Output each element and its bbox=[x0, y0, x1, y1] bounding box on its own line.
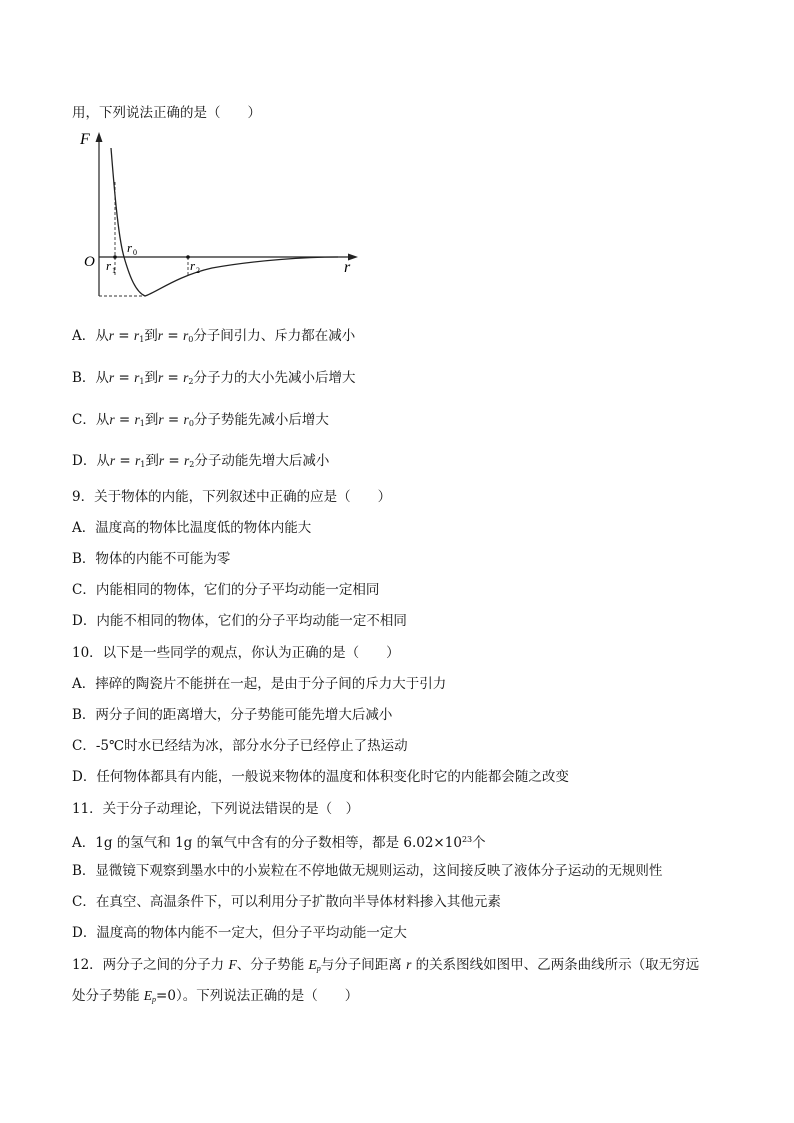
f-axis-arrow bbox=[96, 132, 103, 142]
axis-label-r: r bbox=[344, 259, 351, 276]
r2-label: r bbox=[190, 258, 196, 273]
r1-point bbox=[113, 255, 117, 259]
force-distance-figure bbox=[72, 126, 372, 316]
r1-label: r bbox=[106, 258, 112, 273]
force-curve bbox=[111, 148, 338, 296]
q9-option-a: A．温度高的物体比温度低的物体内能大 bbox=[72, 520, 312, 536]
r1-sub: 1 bbox=[112, 266, 116, 275]
q9-stem: 9．关于物体的内能，下列叙述中正确的应是（ ） bbox=[72, 489, 392, 505]
q11-option-c: C．在真空、高温条件下，可以利用分子扩散向半导体材料掺入其他元素 bbox=[72, 894, 501, 910]
q10-option-d: D．任何物体都具有内能，一般说来物体的温度和体积变化时它的内能都会随之改变 bbox=[72, 769, 569, 785]
q11-stem: 11．关于分子动理论，下列说法错误的是（ ） bbox=[72, 801, 360, 817]
q8-option-c: C．从$r = r_1$到$r = r_0$分子势能先减小后增大 bbox=[72, 412, 329, 428]
origin-label: O bbox=[84, 254, 95, 270]
q12-stem-line1: 12．两分子之间的分子力 F、分子势能 $E_p$与分子间距离 r 的关系图线如图甲、乙两条曲线所示（取无穷远 bbox=[72, 957, 700, 973]
r0-sub: 0 bbox=[133, 248, 137, 257]
q9-option-d: D．内能不相同的物体，它们的分子平均动能一定不相同 bbox=[72, 613, 407, 629]
q8-option-a: A．从$r = r_1$到$r = r_0$分子间引力、斥力都在减小 bbox=[72, 328, 356, 344]
q12-stem-line2: 处分子势能 $E_p=0$）。下列说法正确的是（ ） bbox=[72, 988, 359, 1004]
q11-option-a: A．1g 的氢气和 1g 的氧气中含有的分子数相等，都是 $6.02\times 10^{23}$个 bbox=[72, 835, 486, 851]
q10-option-c: C．-5℃时水已经结为冰，部分水分子已经停止了热运动 bbox=[72, 738, 408, 754]
q11-option-d: D．温度高的物体内能不一定大，但分子平均动能一定大 bbox=[72, 925, 407, 941]
q10-option-a: A．摔碎的陶瓷片不能拼在一起，是由于分子间的斥力大于引力 bbox=[72, 676, 447, 692]
r0-label: r bbox=[127, 240, 133, 255]
q9-option-b: B．物体的内能不可能为零 bbox=[72, 551, 231, 567]
force-curve-graph bbox=[72, 126, 372, 312]
q9-option-c: C．内能相同的物体，它们的分子平均动能一定相同 bbox=[72, 582, 380, 598]
q8-option-d: D．从$r = r_1$到$r = r_2$分子动能先增大后减小 bbox=[72, 453, 330, 469]
q10-stem: 10．以下是一些同学的观点，你认为正确的是（ ） bbox=[72, 645, 400, 661]
q8-option-b: B．从$r = r_1$到$r = r_2$分子力的大小先减小后增大 bbox=[72, 370, 356, 386]
r2-sub: 2 bbox=[196, 266, 200, 275]
q8-stem-tail: 用，下列说法正确的是（ ） bbox=[72, 105, 261, 121]
q11-option-b: B．显微镜下观察到墨水中的小炭粒在不停地做无规则运动，这间接反映了液体分子运动的无规则性 bbox=[72, 863, 663, 879]
axis-label-f: F bbox=[80, 131, 90, 148]
q10-option-b: B．两分子间的距离增大，分子势能可能先增大后减小 bbox=[72, 707, 393, 723]
